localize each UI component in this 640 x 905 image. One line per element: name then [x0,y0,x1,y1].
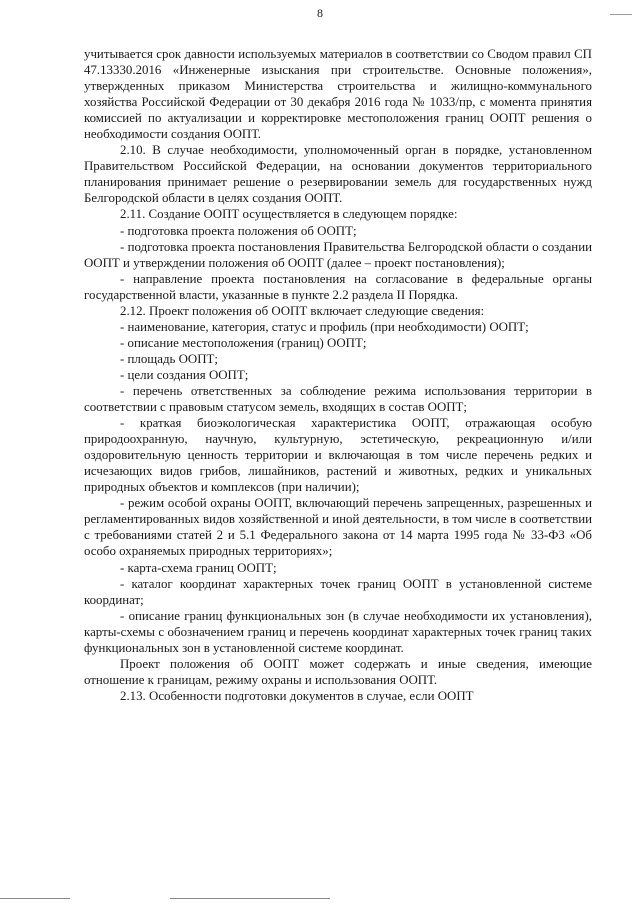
footer-divider-right [170,898,330,899]
paragraph: Проект положения об ООПТ может содержать и иные сведения, имеющие отношение к границам, режиму охраны и использования ООПТ. [84,656,592,687]
paragraph: 2.11. Создание ООПТ осуществляется в следующем порядке: [120,207,458,222]
document-body [84,46,592,704]
paragraph: - наименование, категория, статус и профиль (при необходимости) ООПТ; [120,319,529,334]
page-number: 8 [317,6,323,20]
paragraph: - подготовка проекта постановления Правительства Белгородской области о создании ООПТ и утверждении положения об ООПТ (далее – проект постановления); [84,239,592,270]
paragraph: - каталог координат характерных точек границ ООПТ в установленной системе координат; [84,576,592,607]
footer-divider-left [0,898,70,899]
paragraph: - карта-схема границ ООПТ; [120,560,277,575]
paragraph: - перечень ответственных за соблюдение режима использования территории в соответствии с правовым статусом земель, входящих в состав ООПТ; [84,383,592,415]
paragraph: - описание границ функциональных зон (в случае необходимости их установления), карты-схемы с обозначением границ и перечень координат характерных точек границ таких функциональных зон в установленной системе координат. [84,608,592,655]
paragraph: - описание местоположения (границ) ООПТ; [120,335,367,350]
paragraph: 2.10. В случае необходимости, уполномоченный орган в порядке, установленном Правительством Российской Федерации, на основании документов территориального планирования принимает решение о резервировании земель для государственных нужд Белгородской области в целях создания ООПТ. [84,143,592,206]
paragraph: - цели создания ООПТ; [120,367,249,382]
paragraph: - режим особой охраны ООПТ, включающий перечень запрещенных, разрешенных и регламентированных видов хозяйственной и иной деятельности, в том числе в соответствии с требованиями статей 2 и 5.1 Федерального закона от 14 марта 1995 года № 33-ФЗ «Об особо охраняемых природных территориях»; [84,496,592,559]
paragraph: 2.12. Проект положения об ООПТ включает следующие сведения: [120,303,485,318]
corner-scan-mark [610,14,632,15]
paragraph: - направление проекта постановления на согласование в федеральные органы государственной власти, указанные в пункте 2.2 раздела II Порядка. [84,271,592,302]
paragraph: - площадь ООПТ; [120,351,218,366]
paragraph: - краткая биоэкологическая характеристика ООПТ, отражающая особую природоохранную, научную, культурную, эстетическую, рекреационную и/или оздоровительную ценность территории и включающая в том числе перечень редких и исчезающих видов грибов, лишайников, растений и животных, редких и уникальных природных объектов и комплексов (при наличии); [84,416,592,495]
paragraph: учитывается срок давности используемых материалов в соответствии со Сводом правил СП 47.13330.2016 «Инженерные изыскания при строительстве. Основные положения», утвержденных приказом Министерства строительства и жилищно-коммунального хозяйства Российской Федерации от 30 декабря 2016 года № 1033/пр, с момента принятия комиссией по актуализации и корректировке местоположения границ ООПТ решения о необходимости создания ООПТ. [84,47,592,142]
paragraph: 2.13. Особенности подготовки документов в случае, если ООПТ [120,688,474,703]
paragraph: - подготовка проекта положения об ООПТ; [120,223,357,238]
